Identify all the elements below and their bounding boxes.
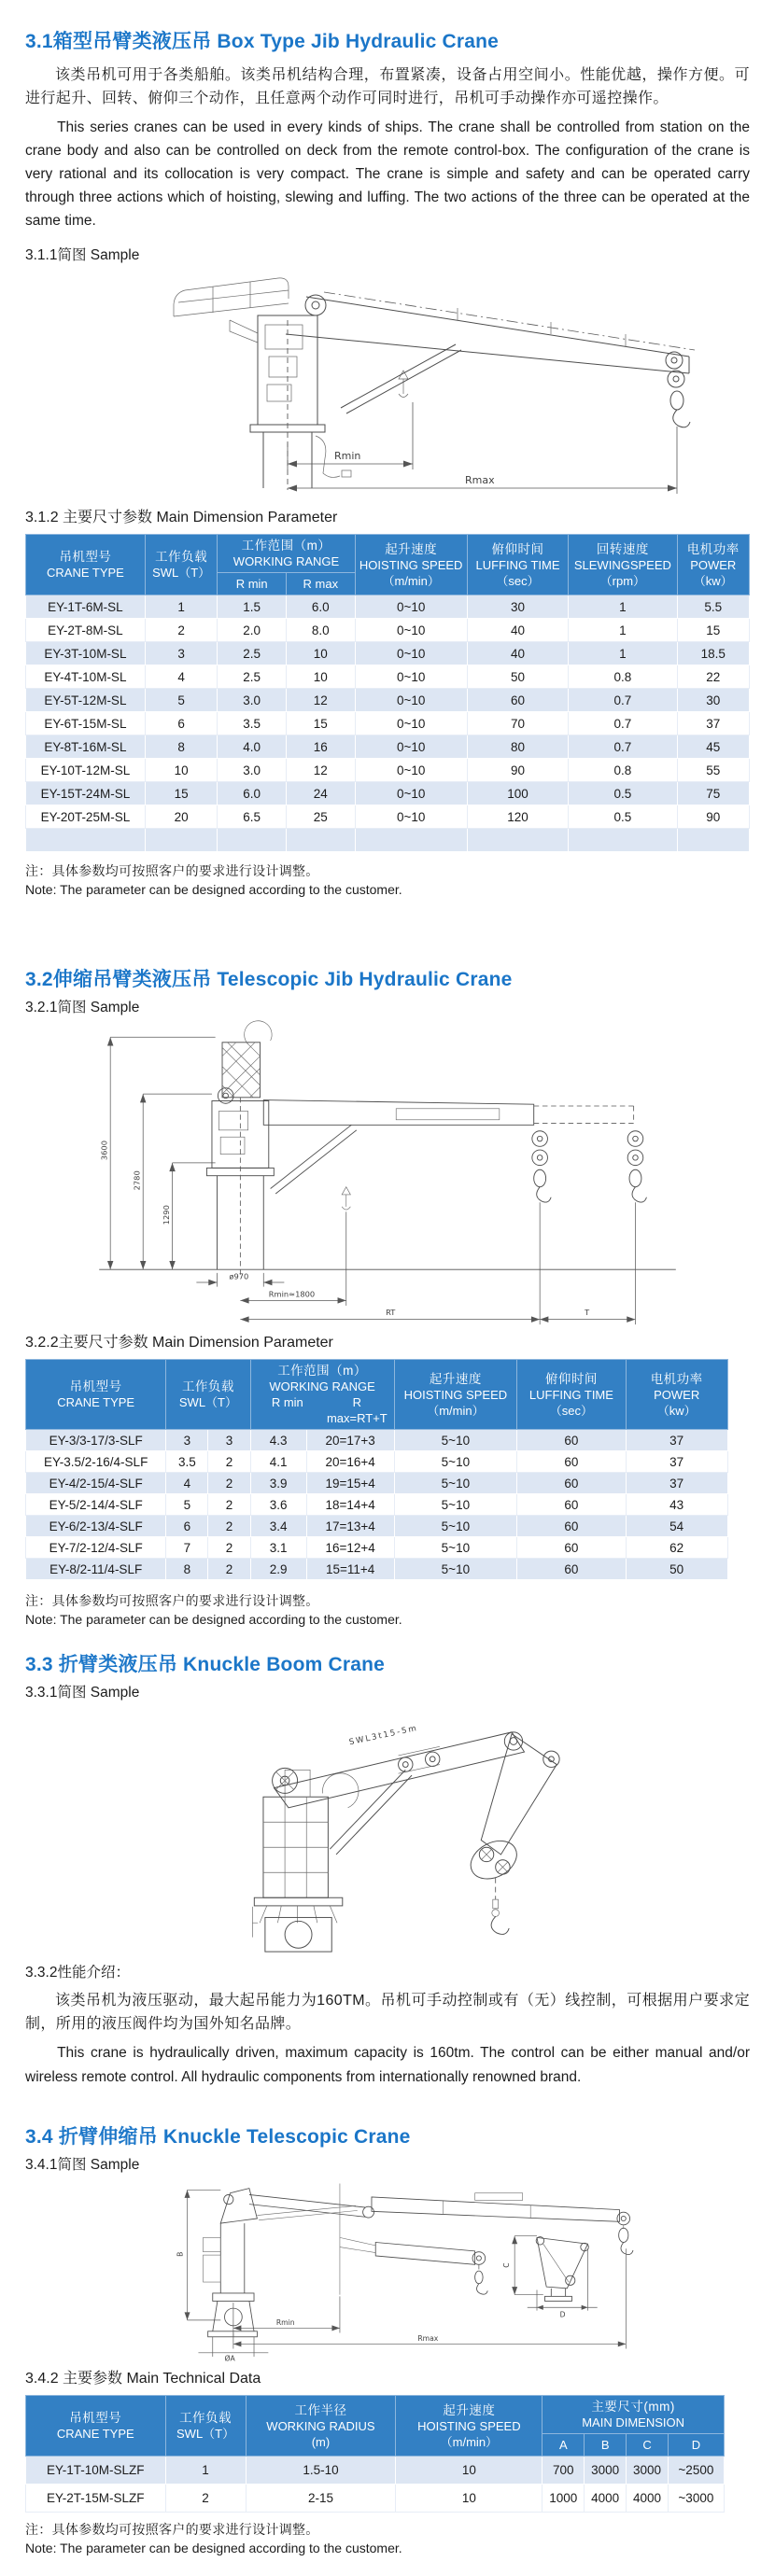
table-cell: 1.5-10 xyxy=(246,2457,396,2485)
table-body xyxy=(26,2457,725,2513)
col-r-max: R max xyxy=(287,573,356,595)
table-cell: EY-8T-16M-SL xyxy=(26,735,146,759)
table-row xyxy=(26,2457,725,2485)
table-cell: 0.7 xyxy=(569,712,677,735)
table-cell: 40 xyxy=(467,642,569,665)
dim-label-b: B xyxy=(176,2251,185,2257)
table-row xyxy=(26,665,750,689)
col-luffing-time: 俯仰时间 LUFFING TIME （sec） xyxy=(517,1360,627,1430)
table-cell: 4.3 xyxy=(250,1430,306,1451)
table-cell xyxy=(467,829,569,852)
dim-label-rmin-1800: Rmin≈1800 xyxy=(268,1289,316,1299)
table-cell: 3.5 xyxy=(166,1451,208,1473)
table-cell: 6.0 xyxy=(218,782,287,805)
table-cell: 16 xyxy=(287,735,356,759)
heading-3-4-1-sample: 3.4.1简图 Sample xyxy=(25,2157,140,2173)
table-cell: 5.5 xyxy=(677,595,750,619)
table-cell: 2.5 xyxy=(218,665,287,689)
table-cell: 3.4 xyxy=(250,1516,306,1537)
table-cell: 2 xyxy=(165,2485,246,2513)
col-power: 电机功率 POWER （kw） xyxy=(677,535,750,595)
table-cell: 37 xyxy=(677,712,750,735)
table-cell: EY-5/2-14/4-SLF xyxy=(26,1494,166,1516)
table-cell: 12 xyxy=(287,689,356,712)
knuckle-telescopic-crane-svg xyxy=(51,2176,724,2362)
heading-3-4-2-parameter: 3.4.2 主要参数 Main Technical Data xyxy=(25,2371,261,2387)
table-row xyxy=(26,1451,728,1473)
table-row xyxy=(26,759,750,782)
table-cell: 3.1 xyxy=(250,1537,306,1559)
section-3-1-paragraph-cn: 该类吊机可用于各类船舶。该类吊机结构合理，布置紧凑，设备占用空间小。性能优越，操作方便。可进行起升、回转、俯仰三个动作，且任意两个动作可同时进行，吊机可手动操作亦可遥控操作。 xyxy=(25,67,750,106)
table-cell: ~3000 xyxy=(668,2485,724,2513)
col-r-max: R max=RT+T xyxy=(326,1395,388,1425)
table-header xyxy=(26,2396,725,2457)
col-hoisting-speed: 起升速度 HOISTING SPEED （m/min） xyxy=(355,535,467,595)
table-row xyxy=(26,805,750,829)
table-row xyxy=(26,595,750,619)
table-cell: 0~10 xyxy=(355,665,467,689)
dim-label-t: T xyxy=(585,1308,590,1318)
dim-label-rmax: Rmax xyxy=(417,2334,439,2344)
table-cell: 19=15+4 xyxy=(306,1473,394,1494)
table-header xyxy=(26,1360,728,1430)
col-hoisting-speed: 起升速度 HOISTING SPEED （m/min） xyxy=(396,2396,542,2457)
table-cell: 1 xyxy=(165,2457,246,2485)
table-cell: 4.0 xyxy=(218,735,287,759)
table-cell: 3.0 xyxy=(218,689,287,712)
table-cell: EY-1T-6M-SL xyxy=(26,595,146,619)
table-cell xyxy=(569,829,677,852)
table-cell: EY-6T-15M-SL xyxy=(26,712,146,735)
table-cell: 8.0 xyxy=(287,619,356,642)
table-cell: 16=12+4 xyxy=(306,1537,394,1559)
table-cell: 2.5 xyxy=(218,642,287,665)
table-cell: 15=11+4 xyxy=(306,1559,394,1580)
table-row xyxy=(26,712,750,735)
table-cell: 0.8 xyxy=(569,665,677,689)
dim-label-rmin: Rmin xyxy=(275,2318,295,2327)
table-cell: 0.8 xyxy=(569,759,677,782)
table-cell: 100 xyxy=(467,782,569,805)
table-cell: 50 xyxy=(626,1559,727,1580)
table-cell: 7 xyxy=(166,1537,208,1559)
box-jib-crane-svg xyxy=(65,266,710,497)
table-row xyxy=(26,1516,728,1537)
section-3-3-title: 3.3 折臂类液压吊 Knuckle Boom Crane xyxy=(25,1654,386,1675)
table-cell: EY-20T-25M-SL xyxy=(26,805,146,829)
table-row xyxy=(26,1473,728,1494)
table-cell: 18=14+4 xyxy=(306,1494,394,1516)
dim-label-dia970: ø970 xyxy=(229,1271,249,1281)
table-cell: 75 xyxy=(677,782,750,805)
dim-label-c: C xyxy=(502,2262,512,2268)
table-cell: 40 xyxy=(467,619,569,642)
table-row xyxy=(26,2485,725,2513)
table-cell: 700 xyxy=(542,2457,585,2485)
table-cell: 2 xyxy=(208,1473,250,1494)
col-swl: 工作负载 SWL（T） xyxy=(165,2396,246,2457)
table-cell: 20=17+3 xyxy=(306,1430,394,1451)
table-cell xyxy=(355,829,467,852)
col-power: 电机功率 POWER （kw） xyxy=(626,1360,727,1430)
table-cell: 6 xyxy=(166,1516,208,1537)
main-dimension-parameter-table-3-2-2 xyxy=(25,1359,728,1580)
table-cell: 37 xyxy=(626,1430,727,1451)
table-cell xyxy=(145,829,218,852)
heading-3-3-1-sample: 3.3.1简图 Sample xyxy=(25,1685,140,1701)
table-cell: 20=16+4 xyxy=(306,1451,394,1473)
table-cell: 60 xyxy=(517,1473,627,1494)
table-cell: 5~10 xyxy=(394,1559,517,1580)
col-crane-type: 吊机型号 CRANE TYPE xyxy=(26,2396,166,2457)
table-cell: EY-6/2-13/4-SLF xyxy=(26,1516,166,1537)
section-3-4-title: 3.4 折臂伸缩吊 Knuckle Telescopic Crane xyxy=(25,2126,411,2148)
table-cell: 2 xyxy=(208,1494,250,1516)
table-cell: 30 xyxy=(467,595,569,619)
telescopic-jib-crane-svg xyxy=(65,1018,710,1326)
table-cell: 2 xyxy=(208,1537,250,1559)
table-cell: EY-10T-12M-SL xyxy=(26,759,146,782)
table-cell: 3000 xyxy=(585,2457,627,2485)
box-jib-crane-drawing xyxy=(25,266,750,497)
table-cell: 5~10 xyxy=(394,1451,517,1473)
table-cell: EY-3T-10M-SL xyxy=(26,642,146,665)
col-working-range: 工作范围（m） WORKING RANGE R min R max=RT+T xyxy=(250,1360,394,1430)
heading-3-3-2-performance: 3.3.2性能介绍： xyxy=(25,1965,130,1981)
table-cell: 3 xyxy=(166,1430,208,1451)
table-cell: 3.9 xyxy=(250,1473,306,1494)
table-cell: EY-2T-8M-SL xyxy=(26,619,146,642)
table-cell: 80 xyxy=(467,735,569,759)
knuckle-boom-crane-drawing xyxy=(25,1703,750,1953)
table-body xyxy=(26,1430,728,1580)
section-3-2-title: 3.2伸缩吊臂类液压吊 Telescopic Jib Hydraulic Crane xyxy=(25,969,513,990)
col-crane-type: 吊机型号 CRANE TYPE xyxy=(26,1360,166,1430)
table-cell xyxy=(677,829,750,852)
table-cell: EY-7/2-12/4-SLF xyxy=(26,1537,166,1559)
dim-label-3600: 3600 xyxy=(99,1141,109,1161)
table-cell: 60 xyxy=(517,1430,627,1451)
dim-label-d: D xyxy=(559,2310,566,2319)
table-cell: 60 xyxy=(517,1451,627,1473)
table-cell: 2.0 xyxy=(218,619,287,642)
table-cell: 20 xyxy=(145,805,218,829)
table-cell: 2 xyxy=(145,619,218,642)
table-cell: 45 xyxy=(677,735,750,759)
table-cell: 1 xyxy=(145,595,218,619)
table-row xyxy=(26,1494,728,1516)
heading-3-2-1-sample: 3.2.1简图 Sample xyxy=(25,1000,140,1015)
col-dim-a: A xyxy=(542,2434,585,2457)
table-cell: 37 xyxy=(626,1451,727,1473)
table-cell: 1 xyxy=(569,642,677,665)
table-cell: 8 xyxy=(166,1559,208,1580)
table-cell: 6.0 xyxy=(287,595,356,619)
table-cell: 8 xyxy=(145,735,218,759)
table-cell: 1 xyxy=(569,619,677,642)
dim-label-rt: RT xyxy=(386,1308,396,1318)
table-cell: 0.5 xyxy=(569,805,677,829)
col-dim-c: C xyxy=(627,2434,669,2457)
table-cell xyxy=(287,829,356,852)
heading-3-2-2-parameter: 3.2.2主要尺寸参数 Main Dimension Parameter xyxy=(25,1335,333,1351)
table-cell: EY-15T-24M-SL xyxy=(26,782,146,805)
main-technical-data-table-3-4-2 xyxy=(25,2395,725,2513)
dim-label-rmin: Rmin xyxy=(334,450,361,462)
dim-label-2780: 2780 xyxy=(132,1170,142,1191)
table-cell: 0~10 xyxy=(355,642,467,665)
table-cell: 4 xyxy=(145,665,218,689)
table-row xyxy=(26,619,750,642)
table-row xyxy=(26,829,750,852)
knuckle-boom-crane-svg xyxy=(98,1703,677,1953)
table-cell: 0~10 xyxy=(355,759,467,782)
col-swl: 工作负载 SWL（T） xyxy=(145,535,218,595)
table-cell xyxy=(218,829,287,852)
col-luffing-time: 俯仰时间 LUFFING TIME （sec） xyxy=(467,535,569,595)
table-cell: EY-8/2-11/4-SLF xyxy=(26,1559,166,1580)
col-r-min: R min xyxy=(271,1395,303,1409)
table-cell: 5~10 xyxy=(394,1473,517,1494)
table-cell: 0.5 xyxy=(569,782,677,805)
table-cell: 2 xyxy=(208,1516,250,1537)
table-cell: 0~10 xyxy=(355,712,467,735)
table-cell: 15 xyxy=(677,619,750,642)
table-cell: 1 xyxy=(569,595,677,619)
table-body xyxy=(26,595,750,852)
table-cell: 24 xyxy=(287,782,356,805)
table-row xyxy=(26,689,750,712)
table-cell: 4 xyxy=(166,1473,208,1494)
table-cell: ~2500 xyxy=(668,2457,724,2485)
table-cell: 70 xyxy=(467,712,569,735)
table-cell: 60 xyxy=(517,1537,627,1559)
table-cell: 30 xyxy=(677,689,750,712)
section-3-1-paragraph-en: This series cranes can be used in every kinds of ships. The crane shall be controlled from station on the crane body and also can be controlled on deck from the remote control-box. The configuration of the crane is very rational and its collocation is very compact. The crane is simple and safety and can be operated carry through three actions which of hoisting, slewing and luffing. The two actions of the three can be operated at the same time. xyxy=(25,119,750,229)
table-cell: 54 xyxy=(626,1516,727,1537)
note-cn: 注：具体参数均可按照客户的要求进行设计调整。 xyxy=(25,863,319,878)
note-en: Note: The parameter can be designed according to the customer. xyxy=(25,882,402,897)
table-cell: 4000 xyxy=(585,2485,627,2513)
col-main-dimension: 主要尺寸(mm) MAIN DIMENSION xyxy=(542,2396,724,2434)
col-dim-d: D xyxy=(668,2434,724,2457)
heading-3-1-2-parameter: 3.1.2 主要尺寸参数 Main Dimension Parameter xyxy=(25,510,338,525)
telescopic-jib-crane-drawing xyxy=(25,1018,750,1326)
table-cell: 10 xyxy=(145,759,218,782)
table-row xyxy=(26,642,750,665)
note-cn: 注：具体参数均可按照客户的要求进行设计调整。 xyxy=(25,1593,319,1608)
table-cell: 3.6 xyxy=(250,1494,306,1516)
dim-label-rmax: Rmax xyxy=(465,474,495,486)
table-cell: 0~10 xyxy=(355,595,467,619)
table-cell: 120 xyxy=(467,805,569,829)
table-cell: 3000 xyxy=(627,2457,669,2485)
table-cell: EY-4T-10M-SL xyxy=(26,665,146,689)
table-cell: 5~10 xyxy=(394,1516,517,1537)
table-cell: 25 xyxy=(287,805,356,829)
table-cell: 18.5 xyxy=(677,642,750,665)
table-cell: 5 xyxy=(145,689,218,712)
table-cell: 0.7 xyxy=(569,689,677,712)
table-cell: 37 xyxy=(626,1473,727,1494)
dim-label-1290: 1290 xyxy=(161,1205,171,1225)
note-en: Note: The parameter can be designed according to the customer. xyxy=(25,1612,402,1627)
boom-swl-label: SWL3t15-5m xyxy=(348,1723,419,1748)
note-3-1 xyxy=(25,861,750,899)
table-cell: 0.7 xyxy=(569,735,677,759)
table-cell: 6 xyxy=(145,712,218,735)
table-cell: 3.0 xyxy=(218,759,287,782)
section-3-3-paragraph-en: This crane is hydraulically driven, maximum capacity is 160tm. The control can be either manual and/or wireless remote control. All hydraulic components from internationally renowned brand. xyxy=(25,2045,750,2085)
table-cell: 6.5 xyxy=(218,805,287,829)
table-cell xyxy=(26,829,146,852)
table-cell: 60 xyxy=(517,1516,627,1537)
table-row xyxy=(26,735,750,759)
table-cell: 3.5 xyxy=(218,712,287,735)
table-cell: 0~10 xyxy=(355,805,467,829)
table-header xyxy=(26,535,750,595)
table-cell: 50 xyxy=(467,665,569,689)
table-cell: 2.9 xyxy=(250,1559,306,1580)
knuckle-telescopic-crane-drawing xyxy=(25,2176,750,2362)
heading-3-1-1-sample: 3.1.1简图 Sample xyxy=(25,247,140,263)
table-cell: 4.1 xyxy=(250,1451,306,1473)
table-cell: EY-3.5/2-16/4-SLF xyxy=(26,1451,166,1473)
table-cell: 55 xyxy=(677,759,750,782)
table-cell: 90 xyxy=(467,759,569,782)
table-cell: 0~10 xyxy=(355,619,467,642)
table-cell: 10 xyxy=(396,2485,542,2513)
table-row xyxy=(26,1537,728,1559)
table-cell: 15 xyxy=(145,782,218,805)
table-cell: 10 xyxy=(396,2457,542,2485)
table-cell: 17=13+4 xyxy=(306,1516,394,1537)
table-cell: 3 xyxy=(208,1430,250,1451)
table-cell: 2 xyxy=(208,1451,250,1473)
table-cell: 10 xyxy=(287,642,356,665)
table-row xyxy=(26,1559,728,1580)
table-cell: 60 xyxy=(467,689,569,712)
table-cell: EY-3/3-17/3-SLF xyxy=(26,1430,166,1451)
table-row xyxy=(26,1430,728,1451)
col-crane-type: 吊机型号 CRANE TYPE xyxy=(26,535,146,595)
table-cell: 12 xyxy=(287,759,356,782)
table-cell: 60 xyxy=(517,1494,627,1516)
table-cell: 43 xyxy=(626,1494,727,1516)
note-cn: 注：具体参数均可按照客户的要求进行设计调整。 xyxy=(25,2522,319,2537)
section-3-3-paragraph-cn: 该类吊机为液压驱动，最大起吊能力为160TM。吊机可手动控制或有（无）线控制，可根据用户要求定制，所用的液压阀件均为国外知名品牌。 xyxy=(25,1993,750,2032)
table-row xyxy=(26,782,750,805)
table-cell: 0~10 xyxy=(355,735,467,759)
note-3-2 xyxy=(25,1591,750,1629)
table-cell: 2-15 xyxy=(246,2485,396,2513)
table-cell: EY-5T-12M-SL xyxy=(26,689,146,712)
col-working-radius: 工作半径 WORKING RADIUS (m) xyxy=(246,2396,396,2457)
col-dim-b: B xyxy=(585,2434,627,2457)
table-cell: 1.5 xyxy=(218,595,287,619)
col-r-min: R min xyxy=(218,573,287,595)
table-cell: 5~10 xyxy=(394,1430,517,1451)
table-cell: 1000 xyxy=(542,2485,585,2513)
table-cell: 62 xyxy=(626,1537,727,1559)
table-cell: 5~10 xyxy=(394,1537,517,1559)
table-cell: 3 xyxy=(145,642,218,665)
main-dimension-parameter-table-3-1-2 xyxy=(25,534,750,852)
table-cell: 10 xyxy=(287,665,356,689)
col-working-range: 工作范围（m） WORKING RANGE xyxy=(218,535,355,573)
table-cell: 22 xyxy=(677,665,750,689)
table-cell: 5 xyxy=(166,1494,208,1516)
table-cell: 2 xyxy=(208,1559,250,1580)
table-cell: 15 xyxy=(287,712,356,735)
col-hoisting-speed: 起升速度 HOISTING SPEED （m/min） xyxy=(394,1360,517,1430)
table-cell: 4000 xyxy=(627,2485,669,2513)
table-cell: EY-1T-10M-SLZF xyxy=(26,2457,166,2485)
table-cell: 90 xyxy=(677,805,750,829)
section-3-1-title: 3.1箱型吊臂类液压吊 Box Type Jib Hydraulic Crane xyxy=(25,31,500,52)
dim-label-dia-a: ØA xyxy=(224,2354,235,2362)
table-cell: 0~10 xyxy=(355,689,467,712)
table-cell: 60 xyxy=(517,1559,627,1580)
table-cell: EY-4/2-15/4-SLF xyxy=(26,1473,166,1494)
note-en: Note: The parameter can be designed according to the customer. xyxy=(25,2541,402,2555)
note-3-4 xyxy=(25,2520,750,2557)
col-slewing-speed: 回转速度 SLEWINGSPEED （rpm） xyxy=(569,535,677,595)
table-cell: EY-2T-15M-SLZF xyxy=(26,2485,166,2513)
table-cell: 5~10 xyxy=(394,1494,517,1516)
table-cell: 0~10 xyxy=(355,782,467,805)
col-swl: 工作负载 SWL（T） xyxy=(166,1360,250,1430)
